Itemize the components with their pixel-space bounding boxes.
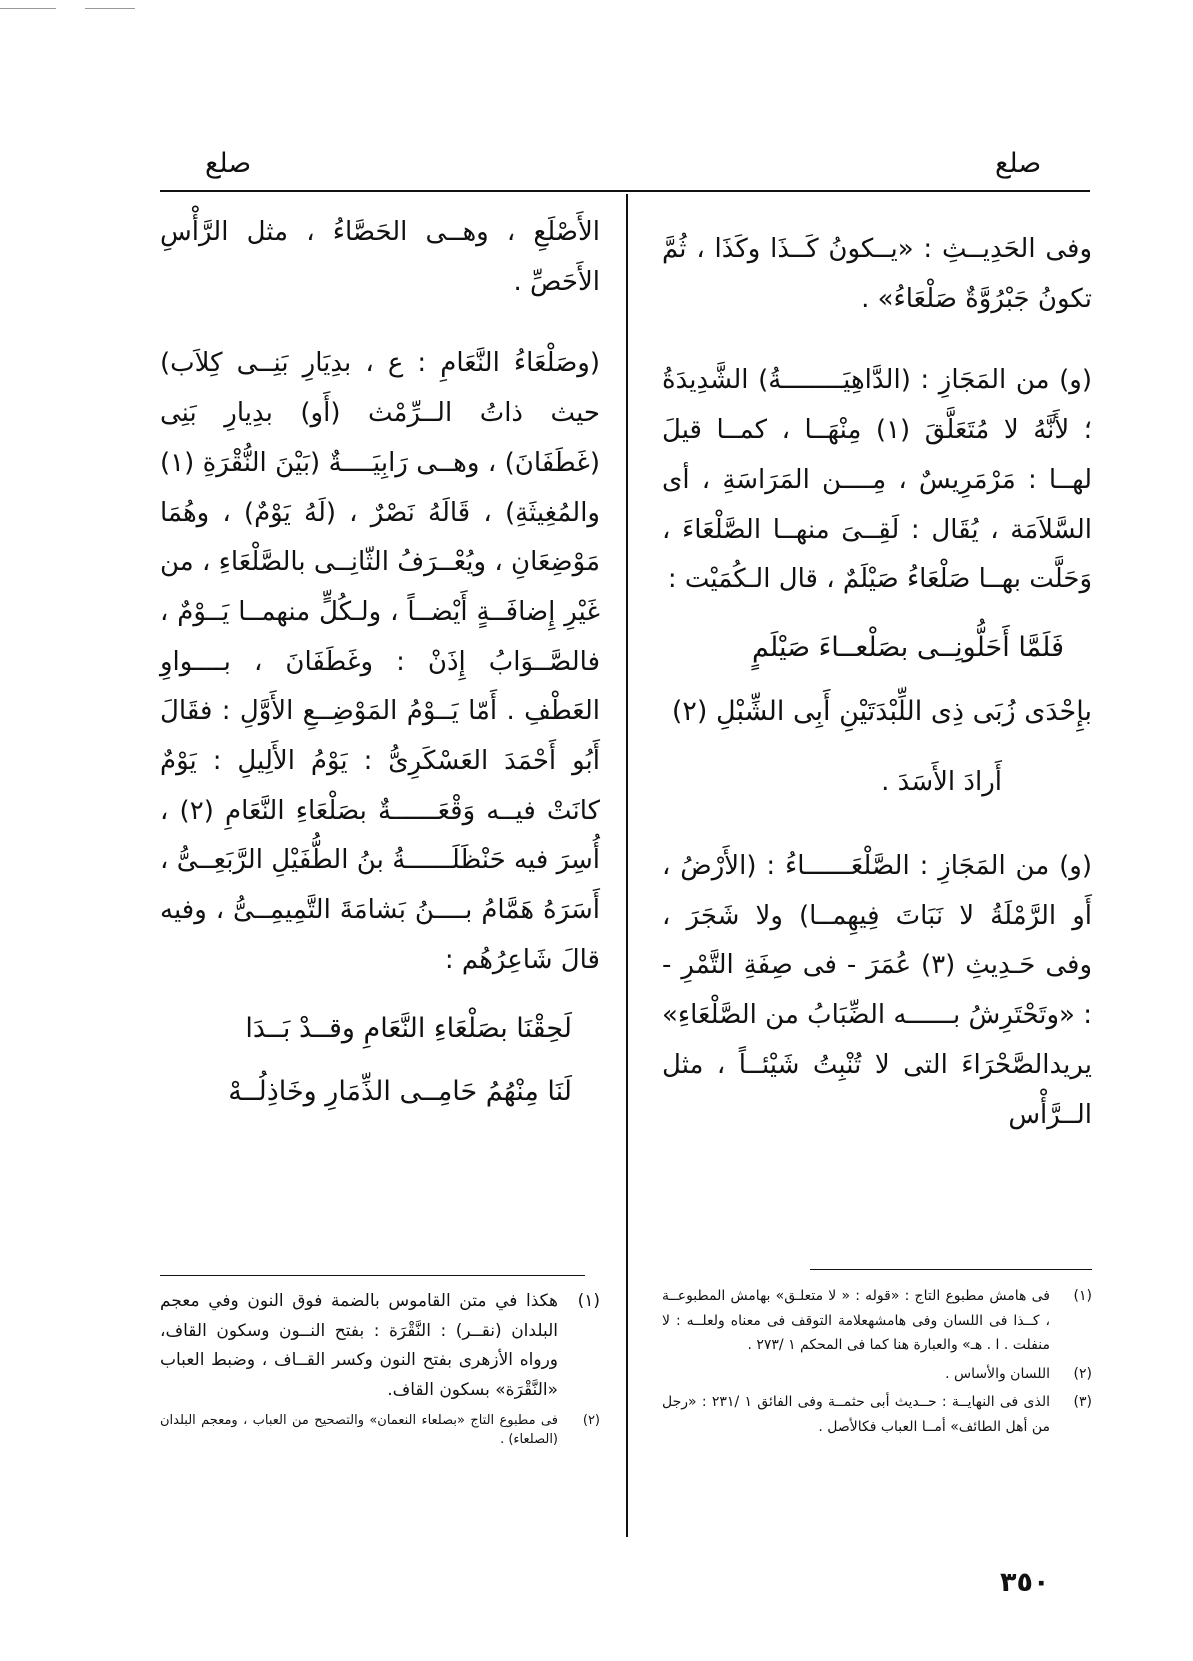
paragraph: (و) من المَجَازِ : الصَّلْعَــــــاءُ : (الأَرْضُ ، أَو الرَّمْلَةُ لا نَبَاتَ فِيهِمــا) ولا شَجَرَ ، وفى حَـدِيثِ (٣) عُمَرَ - فى صِفَةِ التَّمْرِ - : «وتَحْتَرِشُ بــــــه الضِّبَابُ من الصَّلْعَاءِ» يريدالصَّحْرَاءَ التى لا تُنْبِتُ شَيْئــاً ، مثل الــرَّأْس [662, 851, 1092, 1130]
footnote-text: الذى فى النهايــة : حــديث أبى حثمــة وفى الفائق ١ /٢٣١ : «رجل من أهل الطائف» أمــا العباب فكالأصل . [662, 1394, 1050, 1435]
paragraph: (وصَلْعَاءُ النَّعَامِ : ع ، بدِيَارِ بَنِــى كِلاَب) حيث ذاتُ الــرِّمْث (أَو) بدِيارِ بَنِى (غَطَفَانَ) ، وهــى رَابِيَــــةٌ (بَيْنَ النُّقْرَةِ (١) والمُغِيثَةِ) ، قَالَهُ نَصْرٌ ، (لَهُ يَوْمٌ) ، وهُمَا مَوْضِعَانِ ، ويُعْــرَفُ الثّانِــى بالصَّلْعَاءِ ، من غَيْرِ إِضافَــةٍ أَيْضــاً ، ولـكُلٍّ منهمــا يَــوْمٌ ، فالصَّــوَابُ إِذَنْ : وغَطَفَانَ ، بــــواوِ العَطْفِ . أَمّا يَــوْمُ المَوْضِــعِ الأَوَّلِ : فقَالَ أَبُو أَحْمَدَ العَسْكَرِىُّ : يَوْمُ الأَلِيلِ : يَوْمٌ كانَتْ فيــه وَقْعَــــــةٌ بصَلْعَاءِ النَّعَامِ (٢) ، أُسِرَ فيه حَنْظَلَــــــةُ بنُ الطُّفَيْلِ الرَّبَعِــىُّ ، أَسَرَهُ هَمَّامُ بــــنُ بَشامَةَ التَّمِيمِــىُّ ، وفيه قالَ شَاعِرُهُم : [160, 348, 600, 975]
verse-line: لَنَا مِنْهُمُ حَامِــى الذِّمَارِ وخَاذِلُــهْ [228, 1076, 572, 1108]
paragraph: (و) من المَجَازِ : (الدَّاهِيَــــــــةُ) الشَّدِيدَةُ ؛ لأَنَّهُ لا مُتَعَلَّقَ (١) مِنْهَــا ، كمــا قيلَ لهــا : مَرْمَرِيسٌ ، مِــــن المَرَاسَةِ ، أى السَّلاَمَة ، يُقَال : لَقِــىَ منهــا الصَّلْعَاءَ ، وَحَلَّت بهــا صَلْعَاءُ صَيْلَمٌ ، قال الـكُمَيْت : [662, 365, 1092, 595]
footnote [160, 1411, 600, 1449]
footnote-number: (٢) [582, 1413, 600, 1428]
paragraph: وفى الحَدِيــثِ : «يــكونُ كَــذَا وكَذَا ، ثُمَّ تكونُ جَبْرُوَّةٌ صَلْعَاءُ» . [662, 234, 1092, 314]
column-divider [626, 194, 628, 1537]
footnote-number: (٣) [1073, 1394, 1092, 1410]
footnote-number: (١) [1073, 1288, 1092, 1304]
footnote-number: (٢) [1073, 1365, 1092, 1382]
right-column [662, 225, 1092, 1172]
verse-comment: أَرادَ الأَسَدَ . [881, 767, 1002, 798]
verse-line: لَحِقْنَا بصَلْعَاءِ النَّعَامِ وقــدْ بَــدَا [245, 1012, 572, 1044]
footnote-number: (١) [577, 1291, 600, 1311]
footnote-text: فى مطبوع التاج «بصلعاء النعمان» والتصحيح من العباب ، ومعجم البلدان (الصلعاء) . [160, 1413, 558, 1447]
footnote-text: اللسان والأساس . [945, 1365, 1050, 1382]
scan-edge-mark [0, 8, 56, 9]
footnote [662, 1390, 1092, 1439]
footnote [662, 1284, 1092, 1358]
paragraph: الأَصْلَعِ ، وهــى الحَصَّاءُ ، مثل الرَّأْسِ الأَحَصِّ . [160, 217, 600, 297]
verse-line: فَلَمَّا أَحَلُّونِــى بصَلْعــاءَ صَيْلَمٍ [752, 631, 1064, 663]
footnote-text: هكذا في متن القاموس بالضمة فوق النون وفي معجم البلدان (نقــر) : النَّقْرَة : بفتح النــون وسكون القاف، ورواه الأزهرى بفتح النون وكسر القــاف ، وضبط العباب «النَّقْرَة» بسكون القاف. [160, 1291, 558, 1400]
footnote-rule [160, 1275, 585, 1276]
footnotes-right [662, 1284, 1092, 1443]
footnote [662, 1362, 1092, 1387]
verse-line: بإِحْدَى زُبَى ذِى اللِّبْدَتَيْنِ أَبِى الشِّبْلِ (٢) [671, 695, 1092, 727]
footnote-text: فى هامش مطبوع التاج : «قوله : « لا متعلـق» بهامش المطبوعــة ، كــذا فى اللسان وفى هامشهعلامة التوقف فى معناه ولعلــه : لا منفلت . ا . هـ» والعبارة هنا كما فى المحكم ١ /٢٧٣ . [662, 1288, 1050, 1353]
left-column [160, 208, 600, 1131]
header-rule [160, 190, 1090, 192]
scan-edge-mark [85, 8, 135, 9]
running-header-right: صلع [995, 148, 1042, 179]
page-number: ٣٥٠ [1000, 1567, 1050, 1598]
footnotes-left [160, 1287, 600, 1453]
footnote [160, 1287, 600, 1405]
running-header-left: صلع [205, 148, 252, 179]
footnote-rule [810, 1269, 1092, 1270]
